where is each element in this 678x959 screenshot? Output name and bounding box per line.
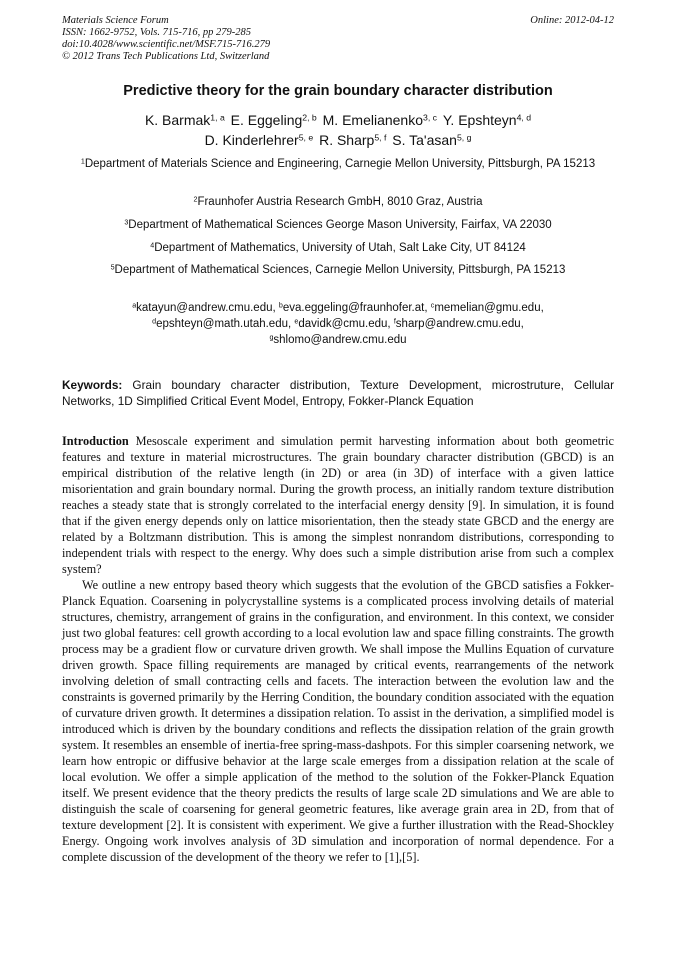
affiliation: $^3$Department of Mathematical Sciences George Mason University, Fairfax, VA 22030: [124, 218, 552, 231]
author: D. Kinderlehrer$^{5, e}$: [204, 132, 314, 148]
doi-line: doi:10.4028/www.scientific.net/MSF.715-716.279: [62, 39, 271, 50]
author: S. Ta'asan$^{5, g}$: [392, 132, 472, 148]
email[interactable]: $^f$sharp@andrew.cmu.edu,: [393, 317, 524, 330]
author: K. Barmak$^{1, a}$: [144, 112, 225, 128]
keywords-label: Keywords:: [62, 378, 123, 392]
keywords-text: Grain boundary character distribution, Texture Development, microstruture, Cellular Networks, 1D Simplified Critical Event Model, Entropy, Fokker-Planck Equation: [62, 378, 615, 408]
author: R. Sharp$^{5, f}$: [319, 132, 387, 148]
author: E. Eggeling$^{2, b}$: [230, 112, 317, 128]
email[interactable]: $^c$memelian@gmu.edu,: [430, 301, 544, 314]
email[interactable]: $^b$eva.eggeling@fraunhofer.at,: [278, 301, 428, 314]
paper-title: Predictive theory for the grain boundary character distribution: [123, 83, 553, 99]
issn-line: ISSN: 1662-9752, Vols. 715-716, pp 279-285: [62, 27, 251, 38]
affiliation: $^1$Department of Materials Science and Engineering, Carnegie Mellon University, Pittsburgh, PA 15213: [80, 157, 596, 170]
keywords: [62, 377, 614, 409]
affiliation: $^5$Department of Mathematical Sciences, Carnegie Mellon University, Pittsburgh, PA 15213: [110, 263, 566, 276]
email[interactable]: $^d$epshteyn@math.utah.edu,: [152, 317, 292, 330]
author-list: [62, 110, 614, 150]
author: M. Emelianenko$^{3, c}$: [322, 112, 437, 128]
publication-header: [62, 15, 614, 63]
affiliation: $^4$Department of Mathematics, University of Utah, Salt Lake City, UT 84124: [150, 241, 526, 254]
author: Y. Epshteyn$^{4, d}$: [442, 112, 532, 128]
email-list: [62, 300, 614, 348]
affiliation: $^2$Fraunhofer Austria Research GmbH, 8010 Graz, Austria: [193, 195, 483, 208]
copyright-line: © 2012 Trans Tech Publications Ltd, Switzerland: [62, 51, 270, 62]
journal-name: Materials Science Forum: [62, 15, 169, 26]
body-text: [62, 433, 614, 865]
online-date: Online: 2012-04-12: [530, 15, 614, 26]
intro-paragraph-2: We outline a new entropy based theory which suggests that the evolution of the GBCD satisfies a Fokker-Planck Equation. Coarsening in polycrystalline systems is a complicated process involving details of material structures, chemistry, arrangement of grains in the configuration, and environment. In this context, we consider just two global features: cell growth according to a local evolution law and space filling constraints. The growth process may be a gradient flow or curvature driven growth. We shall impose the Mullins Equation of curvature driven growth. Space filling requirements are managed by critical events, rearrangements of the network involving deletion of small contracting cells and facets. The interaction between the evolution law and the constraints is governed primarily by the Herring Condition, the boundary condition associated with the equation of curvature driven growth. It determines a dissipation relation. To assist in the derivation, a simplified model is introduced which is driven by the boundary conditions and reflects the dissipation relation of the grain growth system. It resembles an ensemble of inertia-free spring-mass-dashpots. For this simpler coarsening network, we learn how entropic or diffusive behavior at the large scale emerges from a dissipation relation at the scale of local evolution. We offer a simple application of the method to the solution of the Fokker-Planck Equation itself. We present evidence that the theory predicts the results of large scale 2D simulations and We are able to distinguish the scale of coarsening for general geometric features, like average grain area in 2D, from that of texture development [2]. It is consistent with experiment. We give a further illustration with the Read-Shockley Energy. Ongoing work involves analysis of 3D simulation and incorporation of normal dependence. For a complete discussion of the development of the theory we refer to [1],[5].: [62, 578, 614, 864]
intro-paragraph-1: Introduction Mesoscale experiment and simulation permit harvesting information about both geometric features and texture in material microstructures. The grain boundary character distribution (GBCD) is an empirical distribution of the relative length (in 2D) or area (in 3D) of interface with a given lattice misorientation and grain boundary normal. During the growth process, an initially random texture distribution reaches a steady state that is strongly correlated to the interfacial energy density [9]. In simulation, it is found that if the given energy depends only on lattice misorientation, then the steady state GBCD and the energy are related by a Boltzmann distribution. This is among the simplest nonrandom distributions, corresponding to independent trials with respect to the energy. Why does such a simple distribution arise from such a complex system?: [62, 434, 615, 576]
email[interactable]: $^e$davidk@cmu.edu,: [294, 317, 391, 330]
section-heading: Introduction: [62, 434, 129, 448]
email[interactable]: $^g$shlomo@andrew.cmu.edu: [269, 333, 407, 346]
email[interactable]: $^a$katayun@andrew.cmu.edu,: [132, 301, 276, 314]
